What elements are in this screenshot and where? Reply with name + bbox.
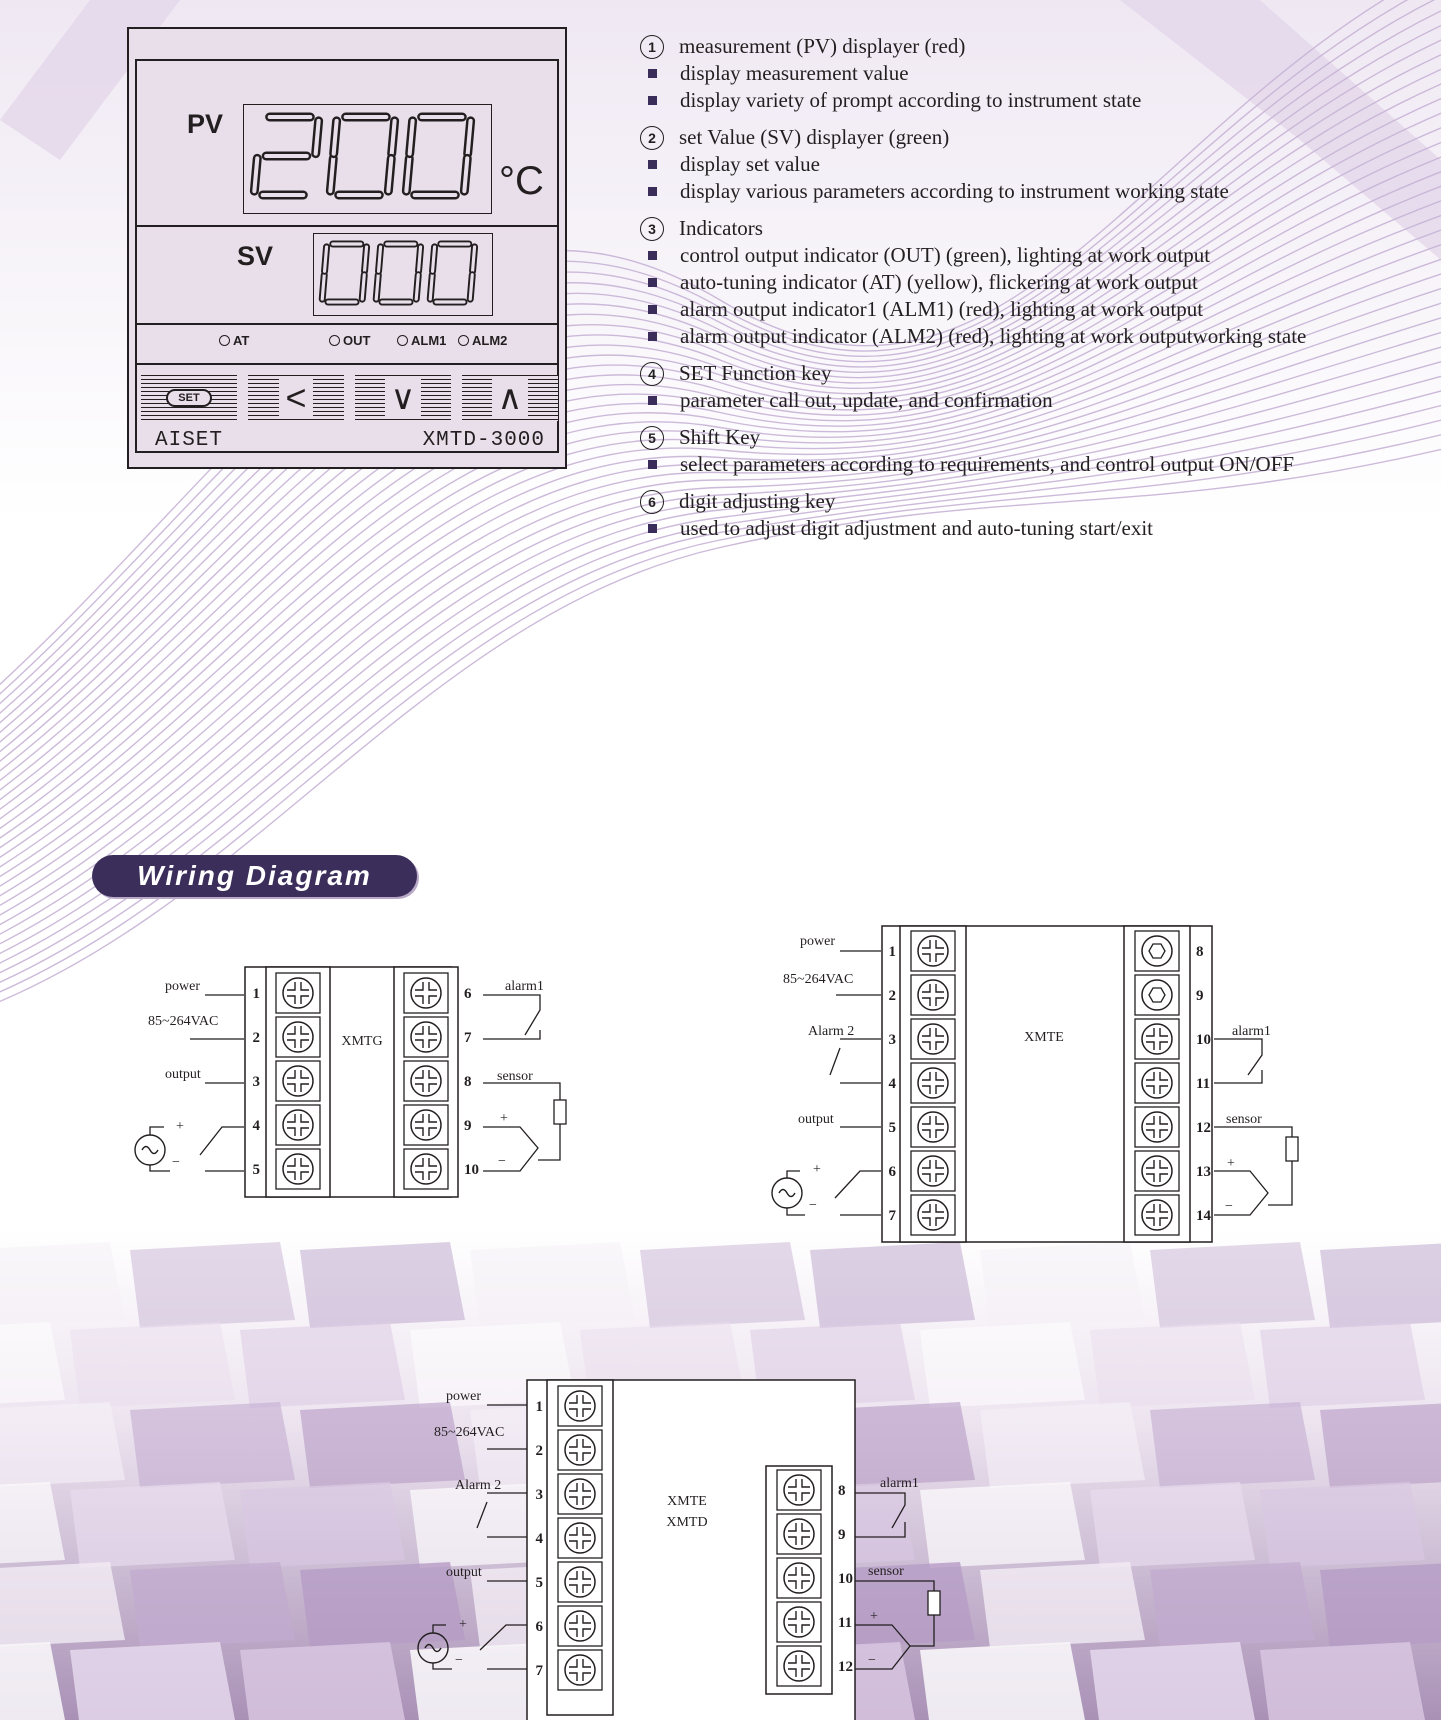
section-title-text: set Value (SV) displayer (green) (679, 125, 950, 149)
down-key-label: ∨ (385, 378, 422, 418)
terminal-screw-icon (911, 975, 955, 1015)
bullet-text: display variety of prompt according to instrument state (680, 88, 1142, 112)
sensor-icon (928, 1591, 940, 1615)
bullet-text: display set value (680, 152, 820, 176)
terminal-plain-icon (1135, 931, 1179, 971)
wire (1214, 1039, 1262, 1075)
terminal-screw-icon (404, 1061, 448, 1101)
bullet-text: display measurement value (680, 61, 909, 85)
output-label: output (798, 1112, 834, 1127)
wire (855, 1522, 905, 1537)
wire (150, 1165, 170, 1171)
terminal-screw-icon (911, 1195, 955, 1235)
terminal-number: 6 (535, 1619, 543, 1635)
wire (538, 1124, 560, 1160)
ac-source-icon (418, 1633, 448, 1663)
terminal-plain-icon (1135, 975, 1179, 1015)
wire (477, 1502, 487, 1528)
wire (835, 1171, 881, 1198)
wire (433, 1663, 452, 1669)
alarm2-label: Alarm 2 (455, 1478, 502, 1493)
plus-sign: + (813, 1162, 821, 1177)
section-title-text: Shift Key (679, 425, 761, 449)
indicator-label: OUT (343, 333, 371, 348)
terminal-screw-icon (911, 1063, 955, 1103)
terminal-screw-icon (276, 1105, 320, 1145)
terminal-number: 4 (535, 1531, 543, 1547)
terminal-number: 8 (1196, 944, 1204, 960)
terminal-number: 11 (1196, 1076, 1211, 1092)
wire (480, 1625, 527, 1650)
terminal-number: 4 (888, 1076, 896, 1092)
terminal-number: 9 (1196, 988, 1204, 1004)
wire (483, 1127, 538, 1171)
up-key-label: ∧ (492, 378, 529, 418)
terminal-number: 1 (252, 986, 260, 1002)
power-label: power (165, 979, 200, 994)
terminal-screw-icon (911, 1151, 955, 1191)
terminal-number: 3 (888, 1032, 896, 1048)
sensor-label: sensor (868, 1564, 904, 1579)
xmtg-diagram (135, 967, 566, 1197)
wire (830, 1048, 840, 1075)
terminal-number: 6 (888, 1164, 896, 1180)
wire (1268, 1161, 1292, 1205)
terminal-number: 7 (464, 1030, 472, 1046)
section-number: 5 (640, 426, 664, 450)
bullet-text: select parameters according to requirements, and control output ON/OFF (680, 452, 1295, 476)
plus-sign: + (1227, 1156, 1235, 1171)
terminal-screw-icon (1135, 1151, 1179, 1191)
indicator-label: AT (233, 333, 250, 348)
terminal-screw-icon (276, 1149, 320, 1189)
model-label: XMTD (666, 1515, 708, 1530)
terminal-screw-icon (777, 1514, 821, 1554)
sensor-icon (1286, 1137, 1298, 1161)
terminal-number: 8 (464, 1074, 472, 1090)
voltage-label: 85~264VAC (434, 1425, 505, 1440)
model-label: XMTG (341, 1034, 383, 1049)
terminal-number: 4 (252, 1118, 260, 1134)
bullet-text: alarm output indicator (ALM2) (red), lighting at work outputworking state (680, 324, 1307, 348)
wire (150, 1127, 164, 1135)
terminal-screw-icon (1135, 1019, 1179, 1059)
terminal-screw-icon (558, 1430, 602, 1470)
terminal-number: 7 (888, 1208, 896, 1224)
terminal-number: 5 (535, 1575, 543, 1591)
wire (855, 1625, 910, 1669)
terminal-screw-icon (1135, 1063, 1179, 1103)
terminal-number: 3 (252, 1074, 260, 1090)
terminal-screw-icon (404, 1149, 448, 1189)
voltage-label: 85~264VAC (783, 972, 854, 987)
wire (483, 1083, 560, 1100)
power-label: power (446, 1389, 481, 1404)
brand-label: AISET (155, 429, 224, 452)
terminal-number: 2 (535, 1443, 543, 1459)
terminal-number: 2 (252, 1030, 260, 1046)
terminal-screw-icon (777, 1602, 821, 1642)
section-title-text: Indicators (679, 216, 763, 240)
wire (1214, 1127, 1292, 1137)
terminal-screw-icon (777, 1646, 821, 1686)
model-label: XMTD-3000 (422, 429, 545, 452)
bullet-text: control output indicator (OUT) (green), lighting at work output (680, 243, 1211, 267)
model-label: XMTE (1024, 1030, 1064, 1045)
bullet-text: display various parameters according to instrument working state (680, 179, 1229, 203)
minus-sign: − (868, 1653, 876, 1668)
terminal-number: 6 (464, 986, 472, 1002)
terminal-screw-icon (911, 1019, 955, 1059)
ac-source-icon (772, 1178, 802, 1208)
section-title-text: measurement (PV) displayer (red) (679, 34, 966, 58)
wire (787, 1208, 805, 1215)
section-number: 3 (640, 217, 664, 241)
minus-sign: − (455, 1653, 463, 1668)
terminal-screw-icon (1135, 1195, 1179, 1235)
minus-sign: − (809, 1198, 817, 1213)
shift-key-label: < (279, 377, 312, 419)
terminal-screw-icon (558, 1562, 602, 1602)
plus-sign: + (459, 1617, 467, 1632)
plus-sign: + (500, 1111, 508, 1126)
wire (1214, 1171, 1268, 1215)
terminal-number: 9 (838, 1527, 846, 1543)
terminal-screw-icon (911, 1107, 955, 1147)
sensor-icon (554, 1100, 566, 1124)
wiring-diagram-title: Wiring Diagram (92, 855, 417, 897)
ac-source-icon (135, 1135, 165, 1165)
plus-sign: + (870, 1609, 878, 1624)
sensor-label: sensor (1226, 1112, 1262, 1127)
terminal-number: 1 (888, 944, 896, 960)
bullet-text: used to adjust digit adjustment and auto-tuning start/exit (680, 516, 1154, 540)
terminal-number: 10 (464, 1162, 479, 1178)
pv-label: PV (187, 109, 224, 139)
terminal-number: 5 (252, 1162, 260, 1178)
terminal-screw-icon (404, 973, 448, 1013)
indicator-label: ALM2 (472, 333, 508, 348)
sv-label: SV (237, 241, 274, 271)
terminal-screw-icon (404, 1105, 448, 1145)
alarm2-label: Alarm 2 (808, 1024, 855, 1039)
voltage-label: 85~264VAC (148, 1014, 219, 1029)
sensor-label: sensor (497, 1069, 533, 1084)
bullet-text: alarm output indicator1 (ALM1) (red), lighting at work output (680, 297, 1204, 321)
terminal-number: 12 (1196, 1120, 1211, 1136)
wire (855, 1493, 905, 1528)
output-label: output (165, 1067, 201, 1082)
wire (1214, 1070, 1262, 1083)
terminal-screw-icon (276, 1017, 320, 1057)
wire (483, 995, 540, 1035)
terminal-screw-icon (276, 1061, 320, 1101)
section-number: 6 (640, 490, 664, 514)
xmte-diagram (772, 926, 1298, 1242)
output-label: output (446, 1565, 482, 1580)
bullet-text: parameter call out, update, and confirmation (680, 388, 1053, 412)
alarm1-label: alarm1 (505, 979, 544, 994)
terminal-number: 7 (535, 1663, 543, 1679)
terminal-screw-icon (558, 1606, 602, 1646)
terminal-screw-icon (558, 1474, 602, 1514)
wire (910, 1615, 934, 1646)
minus-sign: − (498, 1154, 506, 1169)
terminal-number: 12 (838, 1659, 853, 1675)
terminal-number: 13 (1196, 1164, 1211, 1180)
model-label: XMTE (667, 1494, 707, 1509)
terminal-screw-icon (777, 1470, 821, 1510)
terminal-screw-icon (777, 1558, 821, 1598)
wire (787, 1171, 800, 1178)
terminal-screw-icon (558, 1386, 602, 1426)
terminal-number: 10 (1196, 1032, 1211, 1048)
indicator-label: ALM1 (411, 333, 447, 348)
terminal-screw-icon (404, 1017, 448, 1057)
terminal-number: 11 (838, 1615, 853, 1631)
power-label: power (800, 934, 835, 949)
terminal-number: 10 (838, 1571, 853, 1587)
pv-unit: °C (499, 159, 544, 203)
wire (433, 1625, 446, 1633)
set-key-label: SET (166, 389, 211, 407)
section-number: 1 (640, 35, 664, 59)
minus-sign: − (1225, 1199, 1233, 1214)
terminal-number: 5 (888, 1120, 896, 1136)
terminal-number: 14 (1196, 1208, 1211, 1224)
terminal-screw-icon (558, 1650, 602, 1690)
minus-sign: − (172, 1155, 180, 1170)
terminal-number: 1 (535, 1399, 543, 1415)
wire (855, 1581, 934, 1591)
alarm1-label: alarm1 (1232, 1024, 1271, 1039)
section-title-text: digit adjusting key (679, 489, 836, 513)
terminal-number: 9 (464, 1118, 472, 1134)
section-title-text: SET Function key (679, 361, 832, 385)
terminal-number: 3 (535, 1487, 543, 1503)
terminal-screw-icon (911, 931, 955, 971)
terminal-number: 8 (838, 1483, 846, 1499)
wire (200, 1127, 244, 1155)
section-number: 2 (640, 126, 664, 150)
plus-sign: + (176, 1119, 184, 1134)
terminal-screw-icon (1135, 1107, 1179, 1147)
xmtd-diagram (418, 1380, 940, 1720)
wire (483, 1030, 540, 1039)
bullet-text: auto-tuning indicator (AT) (yellow), flickering at work output (680, 270, 1198, 294)
section-number: 4 (640, 362, 664, 386)
terminal-screw-icon (276, 973, 320, 1013)
alarm1-label: alarm1 (880, 1476, 919, 1491)
terminal-screw-icon (558, 1518, 602, 1558)
terminal-number: 2 (888, 988, 896, 1004)
